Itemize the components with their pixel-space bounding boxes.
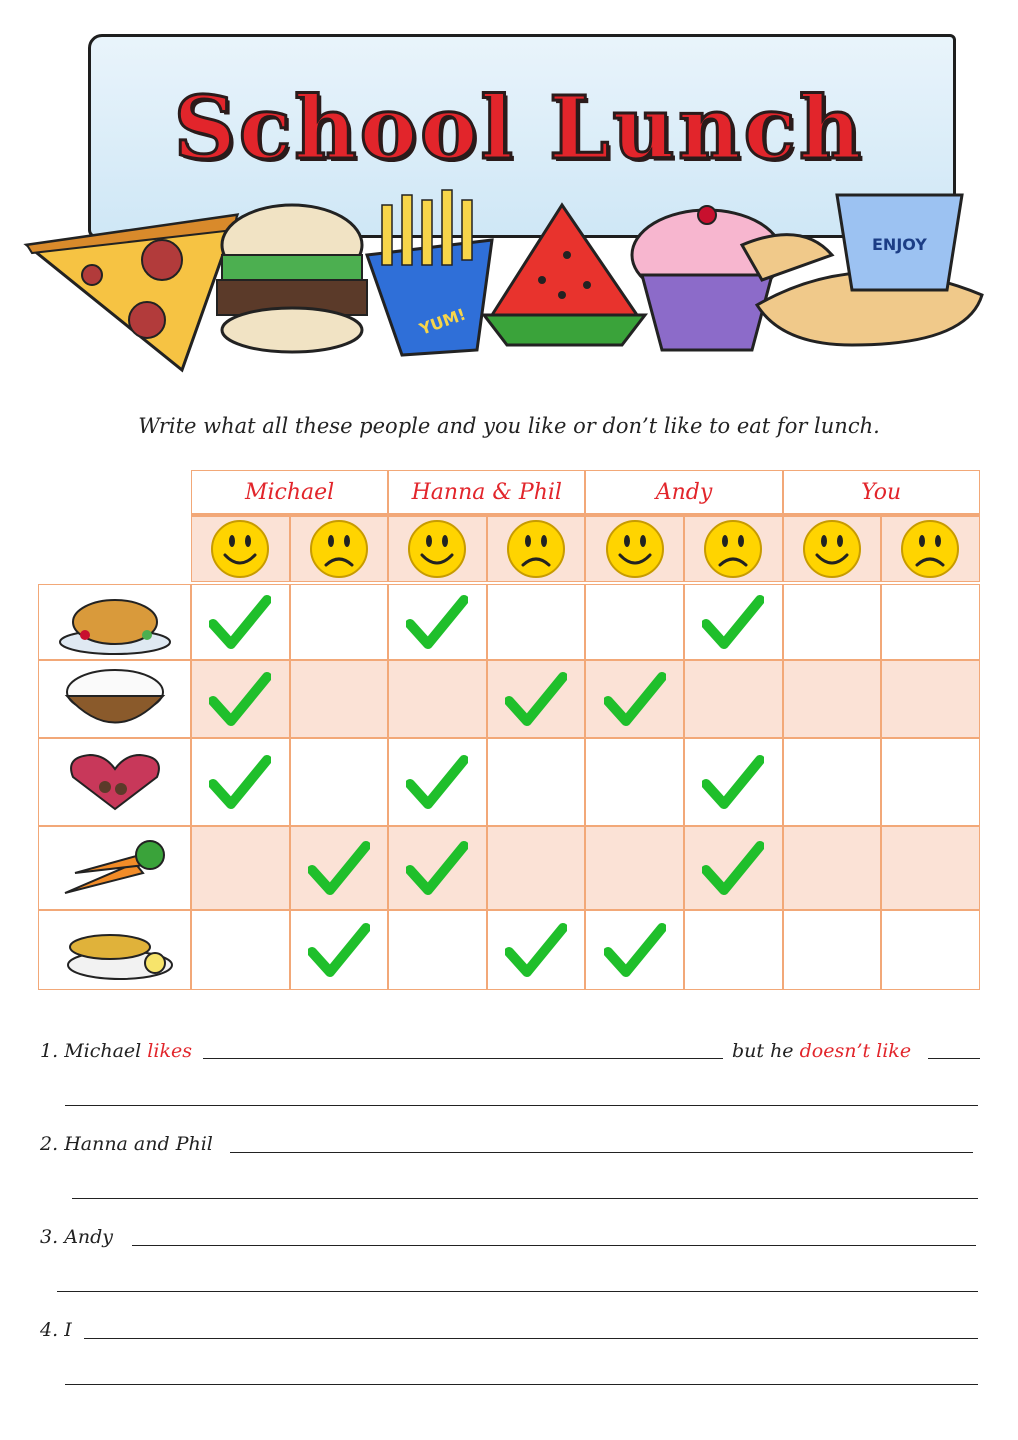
happy-face-icon: [605, 519, 665, 579]
check-mark-icon: [406, 754, 468, 810]
answer-cell[interactable]: [783, 584, 882, 660]
answer-line-4b[interactable]: [65, 1384, 978, 1385]
answer-cell[interactable]: [191, 660, 290, 738]
answer-cell[interactable]: [388, 660, 487, 738]
answer-cell[interactable]: [191, 826, 290, 910]
answer-cell[interactable]: [684, 584, 783, 660]
answer-cell[interactable]: [684, 660, 783, 738]
answer-cell[interactable]: [487, 910, 586, 990]
answer-cell[interactable]: [191, 910, 290, 990]
food-row-label: [38, 660, 191, 738]
watermelon-icon: [484, 205, 645, 345]
answer-cell[interactable]: [684, 738, 783, 826]
answer-cell[interactable]: [487, 826, 586, 910]
answer-cell[interactable]: [290, 584, 389, 660]
question-3: [40, 1226, 113, 1248]
person-name: Michael: [244, 479, 335, 505]
answer-cell[interactable]: [585, 826, 684, 910]
instructions: Write what all these people and you like or don’t like to eat for lunch.: [138, 414, 880, 438]
food-illustrations: [22, 185, 1002, 395]
answer-cell[interactable]: [290, 660, 389, 738]
sad-face-icon: [900, 519, 960, 579]
fries-icon: [367, 190, 492, 355]
answer-cell[interactable]: [585, 584, 684, 660]
page-title: School Lunch: [173, 78, 865, 179]
person-header: [388, 470, 585, 516]
check-mark-icon: [209, 671, 271, 727]
burger-icon: [217, 205, 367, 352]
answer-cell[interactable]: [881, 738, 980, 826]
check-mark-icon: [604, 671, 666, 727]
answer-cell[interactable]: [684, 910, 783, 990]
q3-number: 3.: [40, 1226, 59, 1248]
answer-line-1c[interactable]: [65, 1105, 978, 1106]
fries-label: YUM!: [416, 304, 469, 339]
check-mark-icon: [308, 922, 370, 978]
answer-cell[interactable]: [388, 910, 487, 990]
like-column-header: [585, 516, 684, 582]
lunch-table: [38, 470, 980, 990]
answer-cell[interactable]: [290, 826, 389, 910]
answer-line-3a[interactable]: [132, 1245, 976, 1246]
answer-cell[interactable]: [881, 910, 980, 990]
food-row-label: [38, 826, 191, 910]
q3-subject: Andy: [64, 1226, 114, 1248]
answer-line-1b[interactable]: [928, 1058, 980, 1059]
like-column-header: [783, 516, 882, 582]
answer-cell[interactable]: [684, 826, 783, 910]
person-header: [585, 470, 782, 516]
answer-cell[interactable]: [585, 738, 684, 826]
answer-line-2a[interactable]: [230, 1152, 973, 1153]
q1-dislikes: doesn’t like: [799, 1040, 912, 1062]
answer-cell[interactable]: [783, 910, 882, 990]
rice-icon: [55, 664, 175, 734]
answer-cell[interactable]: [881, 826, 980, 910]
chocolates-icon: [55, 747, 175, 817]
q1-but: but he: [732, 1040, 794, 1062]
dislike-column-header: [881, 516, 980, 582]
chicken-icon: [55, 587, 175, 657]
q4-subject: I: [64, 1319, 72, 1341]
person-header: [191, 470, 388, 516]
person-name: Hanna & Phil: [411, 479, 562, 505]
answer-line-1a[interactable]: [203, 1058, 723, 1059]
answer-line-4a[interactable]: [84, 1338, 978, 1339]
check-mark-icon: [209, 594, 271, 650]
q2-number: 2.: [40, 1133, 59, 1155]
answer-cell[interactable]: [191, 738, 290, 826]
answer-line-2b[interactable]: [72, 1198, 978, 1199]
check-mark-icon: [406, 840, 468, 896]
check-mark-icon: [702, 594, 764, 650]
q4-number: 4.: [40, 1319, 59, 1341]
q1-number: 1.: [40, 1040, 59, 1062]
q1-subject: Michael: [64, 1040, 142, 1062]
question-4: [40, 1319, 72, 1341]
q1-likes: likes: [147, 1040, 192, 1062]
check-mark-icon: [209, 754, 271, 810]
cup-label: ENJOY: [872, 235, 927, 254]
answer-cell[interactable]: [191, 584, 290, 660]
sad-face-icon: [506, 519, 566, 579]
cup-icon: [837, 195, 962, 290]
dislike-column-header: [487, 516, 586, 582]
food-row-label: [38, 738, 191, 826]
sad-face-icon: [703, 519, 763, 579]
like-column-header: [191, 516, 290, 582]
dislike-column-header: [684, 516, 783, 582]
sad-face-icon: [309, 519, 369, 579]
answer-cell[interactable]: [388, 584, 487, 660]
check-mark-icon: [406, 594, 468, 650]
happy-face-icon: [802, 519, 862, 579]
carrots-icon: [55, 833, 175, 903]
like-column-header: [388, 516, 487, 582]
check-mark-icon: [308, 840, 370, 896]
question-2: [40, 1133, 213, 1155]
q2-subject: Hanna and Phil: [64, 1133, 213, 1155]
happy-face-icon: [407, 519, 467, 579]
answer-cell[interactable]: [290, 738, 389, 826]
dislike-column-header: [290, 516, 389, 582]
answer-cell[interactable]: [487, 584, 586, 660]
question-1: [40, 1040, 192, 1062]
fish-icon: [55, 915, 175, 985]
food-row-label: [38, 584, 191, 660]
answer-cell[interactable]: [290, 910, 389, 990]
pizza-icon: [27, 215, 237, 370]
answer-cell[interactable]: [388, 826, 487, 910]
check-mark-icon: [702, 840, 764, 896]
check-mark-icon: [604, 922, 666, 978]
answer-cell[interactable]: [585, 910, 684, 990]
answer-cell[interactable]: [585, 660, 684, 738]
check-mark-icon: [505, 922, 567, 978]
person-name: You: [861, 479, 902, 505]
answer-line-3b[interactable]: [57, 1291, 978, 1292]
answer-cell[interactable]: [783, 738, 882, 826]
answer-cell[interactable]: [881, 584, 980, 660]
answer-cell[interactable]: [388, 738, 487, 826]
answer-cell[interactable]: [487, 738, 586, 826]
person-name: Andy: [655, 479, 713, 505]
check-mark-icon: [702, 754, 764, 810]
question-1-contrast: [732, 1040, 911, 1062]
answer-cell[interactable]: [881, 660, 980, 738]
happy-face-icon: [210, 519, 270, 579]
answer-cell[interactable]: [783, 826, 882, 910]
person-header: [783, 470, 980, 516]
food-row-label: [38, 910, 191, 990]
answer-cell[interactable]: [783, 660, 882, 738]
answer-cell[interactable]: [487, 660, 586, 738]
check-mark-icon: [505, 671, 567, 727]
